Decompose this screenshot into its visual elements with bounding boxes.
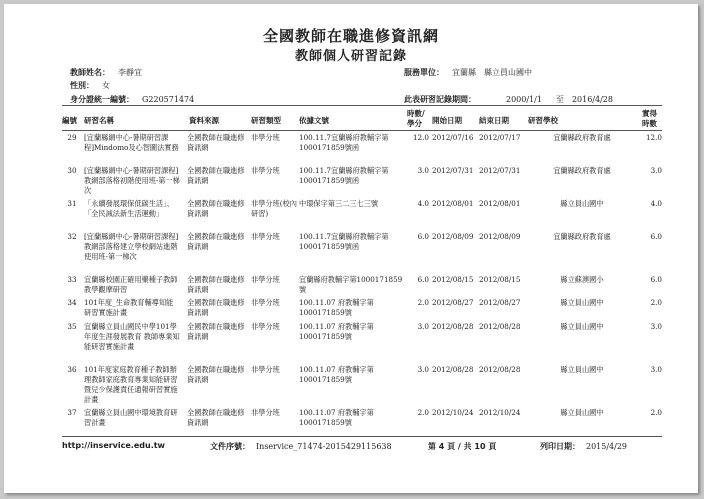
gender-value: 女 <box>102 81 110 90</box>
row-doc: 100.11.07 府教輔字第1000171859號 <box>299 322 374 341</box>
row-credit: 2.0 <box>650 298 662 307</box>
row-source: 全國教師在職進修資訊網 <box>187 275 245 294</box>
row-no: 30 <box>67 166 77 175</box>
row-org: 縣立員山國中 <box>560 408 604 417</box>
row-start: 2012/07/16 <box>432 133 474 142</box>
row-hours: 2.0 <box>417 408 429 417</box>
row-course-name: 宜蘭縣立員山國民中學101學年度生涯發展教育 教師專業知能研習實施計畫 <box>84 322 180 351</box>
row-org: 縣立員山國中 <box>560 298 604 307</box>
row-start: 2012/08/09 <box>432 232 474 241</box>
row-course-name: [宜蘭縣網中心-暑期研習課程]教網部落格初階使用班-第一梯次 <box>84 166 180 195</box>
row-source: 全國教師在職進修資訊網 <box>187 322 245 341</box>
footer-rule <box>62 436 662 437</box>
row-no: 33 <box>67 275 77 284</box>
col-credit-header-top: 實得 <box>642 109 657 118</box>
row-no: 36 <box>67 365 77 374</box>
serial-value: Inservice_71474-2015429115638 <box>256 442 392 451</box>
row-end: 2012/07/17 <box>479 133 521 142</box>
row-credit: 3.0 <box>650 365 662 374</box>
row-org: 縣立蘇澳國小 <box>560 275 604 284</box>
row-hours: 12.0 <box>412 133 429 142</box>
row-org: 宜蘭縣政府教育處 <box>553 232 611 241</box>
row-course-name: 101年度_生命教育輔導知能研習實施計畫 <box>84 298 174 317</box>
row-org: 宜蘭縣政府教育處 <box>553 133 611 142</box>
row-doc: 100.11.07 府教輔字第1000171859號 <box>299 408 374 427</box>
row-type: 非學分班 <box>251 166 280 175</box>
footer-url: http://inservice.edu.tw <box>62 441 165 450</box>
row-end: 2012/08/15 <box>479 275 521 284</box>
row-no: 32 <box>67 232 77 241</box>
col-hours-header-top: 時數/ <box>407 109 425 118</box>
col-name-header: 研習名稱 <box>84 116 114 125</box>
row-start: 2012/07/31 <box>432 166 474 175</box>
range-start-value: 2000/1/1 <box>506 95 542 104</box>
row-course-name: 「永續發展環保低碳生活」、「全民減法新生活運動」 <box>84 199 174 218</box>
row-hours: 6.0 <box>417 275 429 284</box>
row-source: 全國教師在職進修資訊網 <box>187 408 245 427</box>
record-range-label: 此表研習記錄期間： <box>404 95 476 104</box>
print-date-label: 列印日期： <box>540 442 580 451</box>
service-unit-label: 服務單位： <box>404 68 444 77</box>
row-end: 2012/08/28 <box>479 365 521 374</box>
row-source: 全國教師在職進修資訊網 <box>187 199 245 218</box>
row-start: 2012/08/28 <box>432 322 474 331</box>
id-number-value: G220571474 <box>142 95 195 104</box>
id-number-label: 身分證統一編號： <box>70 95 134 104</box>
row-hours: 3.0 <box>417 166 429 175</box>
row-end: 2012/08/01 <box>479 199 521 208</box>
row-credit: 3.0 <box>650 166 662 175</box>
row-doc: 100.11.7宜蘭縣府教輔字第1000171859號函 <box>299 133 389 152</box>
row-end: 2012/10/24 <box>479 408 521 417</box>
row-source: 全國教師在職進修資訊網 <box>187 298 245 317</box>
row-type: 非學分班 <box>251 133 280 142</box>
row-doc: 100.11.7宜蘭縣府教輔字第1000171859號函 <box>299 166 389 185</box>
row-hours: 3.0 <box>417 322 429 331</box>
row-no: 37 <box>67 408 77 417</box>
page-indicator: 第 4 頁 / 共 10 頁 <box>428 442 497 451</box>
row-doc: 100.11.07 府教輔字第1000171859號 <box>299 365 374 384</box>
row-no: 35 <box>67 322 77 331</box>
row-hours: 6.0 <box>417 232 429 241</box>
row-no: 31 <box>67 199 77 208</box>
row-org: 縣立員山國中 <box>560 199 604 208</box>
page-subtitle: 教師個人研習記錄 <box>294 49 407 64</box>
row-credit: 4.0 <box>650 199 662 208</box>
row-type: 非學分班 <box>251 298 280 307</box>
row-hours: 4.0 <box>417 199 429 208</box>
row-doc: 100.11.7宜蘭縣府教輔字第1000171859號函 <box>299 232 389 251</box>
row-type: 非學分班 <box>251 408 280 417</box>
row-start: 2012/08/27 <box>432 298 474 307</box>
row-org: 縣立員山國中 <box>560 365 604 374</box>
col-start-header: 開始日期 <box>432 116 462 125</box>
record-range-field <box>404 94 613 105</box>
teacher-name-field <box>70 67 142 78</box>
print-date-value: 2015/4/29 <box>586 442 628 451</box>
col-type-header: 研習類型 <box>251 116 281 125</box>
gender-field <box>70 80 110 91</box>
row-doc: 100.11.07 府教輔字第1000171859號 <box>299 298 374 317</box>
row-doc: 中環保字第三二三七三號 <box>299 199 379 208</box>
row-start: 2012/08/28 <box>432 365 474 374</box>
document-serial <box>210 441 392 452</box>
service-unit-field <box>404 67 532 78</box>
row-source: 全國教師在職進修資訊網 <box>187 365 245 384</box>
row-start: 2012/10/24 <box>432 408 474 417</box>
row-course-name: [宜蘭縣網中心-暑期研習課程]教網部落格建立學校網站進階使用班-第一梯次 <box>84 232 179 261</box>
range-separator: 至 <box>555 95 564 104</box>
table-header <box>62 108 662 130</box>
id-number-field <box>70 94 194 105</box>
row-credit: 2.0 <box>650 408 662 417</box>
header-top-rule <box>62 105 662 106</box>
row-credit: 6.0 <box>650 232 662 241</box>
col-end-header: 結束日期 <box>479 116 509 125</box>
serial-label: 文件序號： <box>210 442 250 451</box>
row-credit: 6.0 <box>650 275 662 284</box>
row-hours: 2.0 <box>417 298 429 307</box>
row-type: 非學分班 <box>251 275 280 284</box>
report-page <box>4 4 698 493</box>
row-type: 非學分班 <box>251 322 280 331</box>
row-course-name: 宜蘭縣立員山國中環境教育研習計畫 <box>84 408 178 427</box>
col-doc-header: 依據文號 <box>299 116 329 125</box>
school-value: 縣立員山國中 <box>484 68 532 77</box>
row-start: 2012/08/15 <box>432 275 474 284</box>
teacher-name-label: 教師姓名： <box>70 68 110 77</box>
row-credit: 3.0 <box>650 322 662 331</box>
row-source: 全國教師在職進修資訊網 <box>187 232 245 251</box>
header-bottom-rule <box>62 130 662 131</box>
row-no: 29 <box>67 133 77 142</box>
row-type: 非學分班 <box>251 232 280 241</box>
row-type: 非學分班 <box>251 365 280 374</box>
row-no: 34 <box>67 298 77 307</box>
col-org-header: 研習學校 <box>528 116 558 125</box>
row-credit: 12.0 <box>645 133 662 142</box>
print-date <box>540 441 627 452</box>
gender-label: 性別： <box>70 81 94 90</box>
row-type: 非學分班(校內研習) <box>251 199 297 218</box>
teacher-name-value: 李靜宜 <box>118 68 142 77</box>
row-end: 2012/08/28 <box>479 322 521 331</box>
row-end: 2012/08/09 <box>479 232 521 241</box>
row-end: 2012/08/27 <box>479 298 521 307</box>
col-hours-header-bottom: 學分 <box>407 119 422 128</box>
row-course-name: [宜蘭縣網中心-暑期研習課程]Mindomo及心智圖法實務 <box>84 133 179 152</box>
col-source-header: 資料來源 <box>189 116 219 125</box>
row-source: 全國教師在職進修資訊網 <box>187 166 245 185</box>
page-title: 全國教師在職進修資訊網 <box>262 27 439 45</box>
range-end-value: 2016/4/28 <box>571 95 613 104</box>
row-doc: 宜蘭縣府教輔字第1000171859號 <box>299 275 403 294</box>
col-credit-header-bottom: 時數 <box>642 119 657 128</box>
row-org: 縣立員山國中 <box>560 322 604 331</box>
col-no-header: 編號 <box>62 116 77 125</box>
row-course-name: 101年度家庭教育種子教師辦理教師家庭教育專業知能研習暨兒少保護責任通報研習實施計畫 <box>84 365 178 404</box>
row-course-name: 宜蘭縣校園正確用藥種子教師教學觀摩研習 <box>84 275 178 294</box>
row-start: 2012/08/01 <box>432 199 474 208</box>
row-hours: 3.0 <box>417 365 429 374</box>
row-source: 全國教師在職進修資訊網 <box>187 133 245 152</box>
row-end: 2012/07/31 <box>479 166 521 175</box>
county-value: 宜蘭縣 <box>452 68 476 77</box>
row-org: 宜蘭縣政府教育處 <box>553 166 611 175</box>
